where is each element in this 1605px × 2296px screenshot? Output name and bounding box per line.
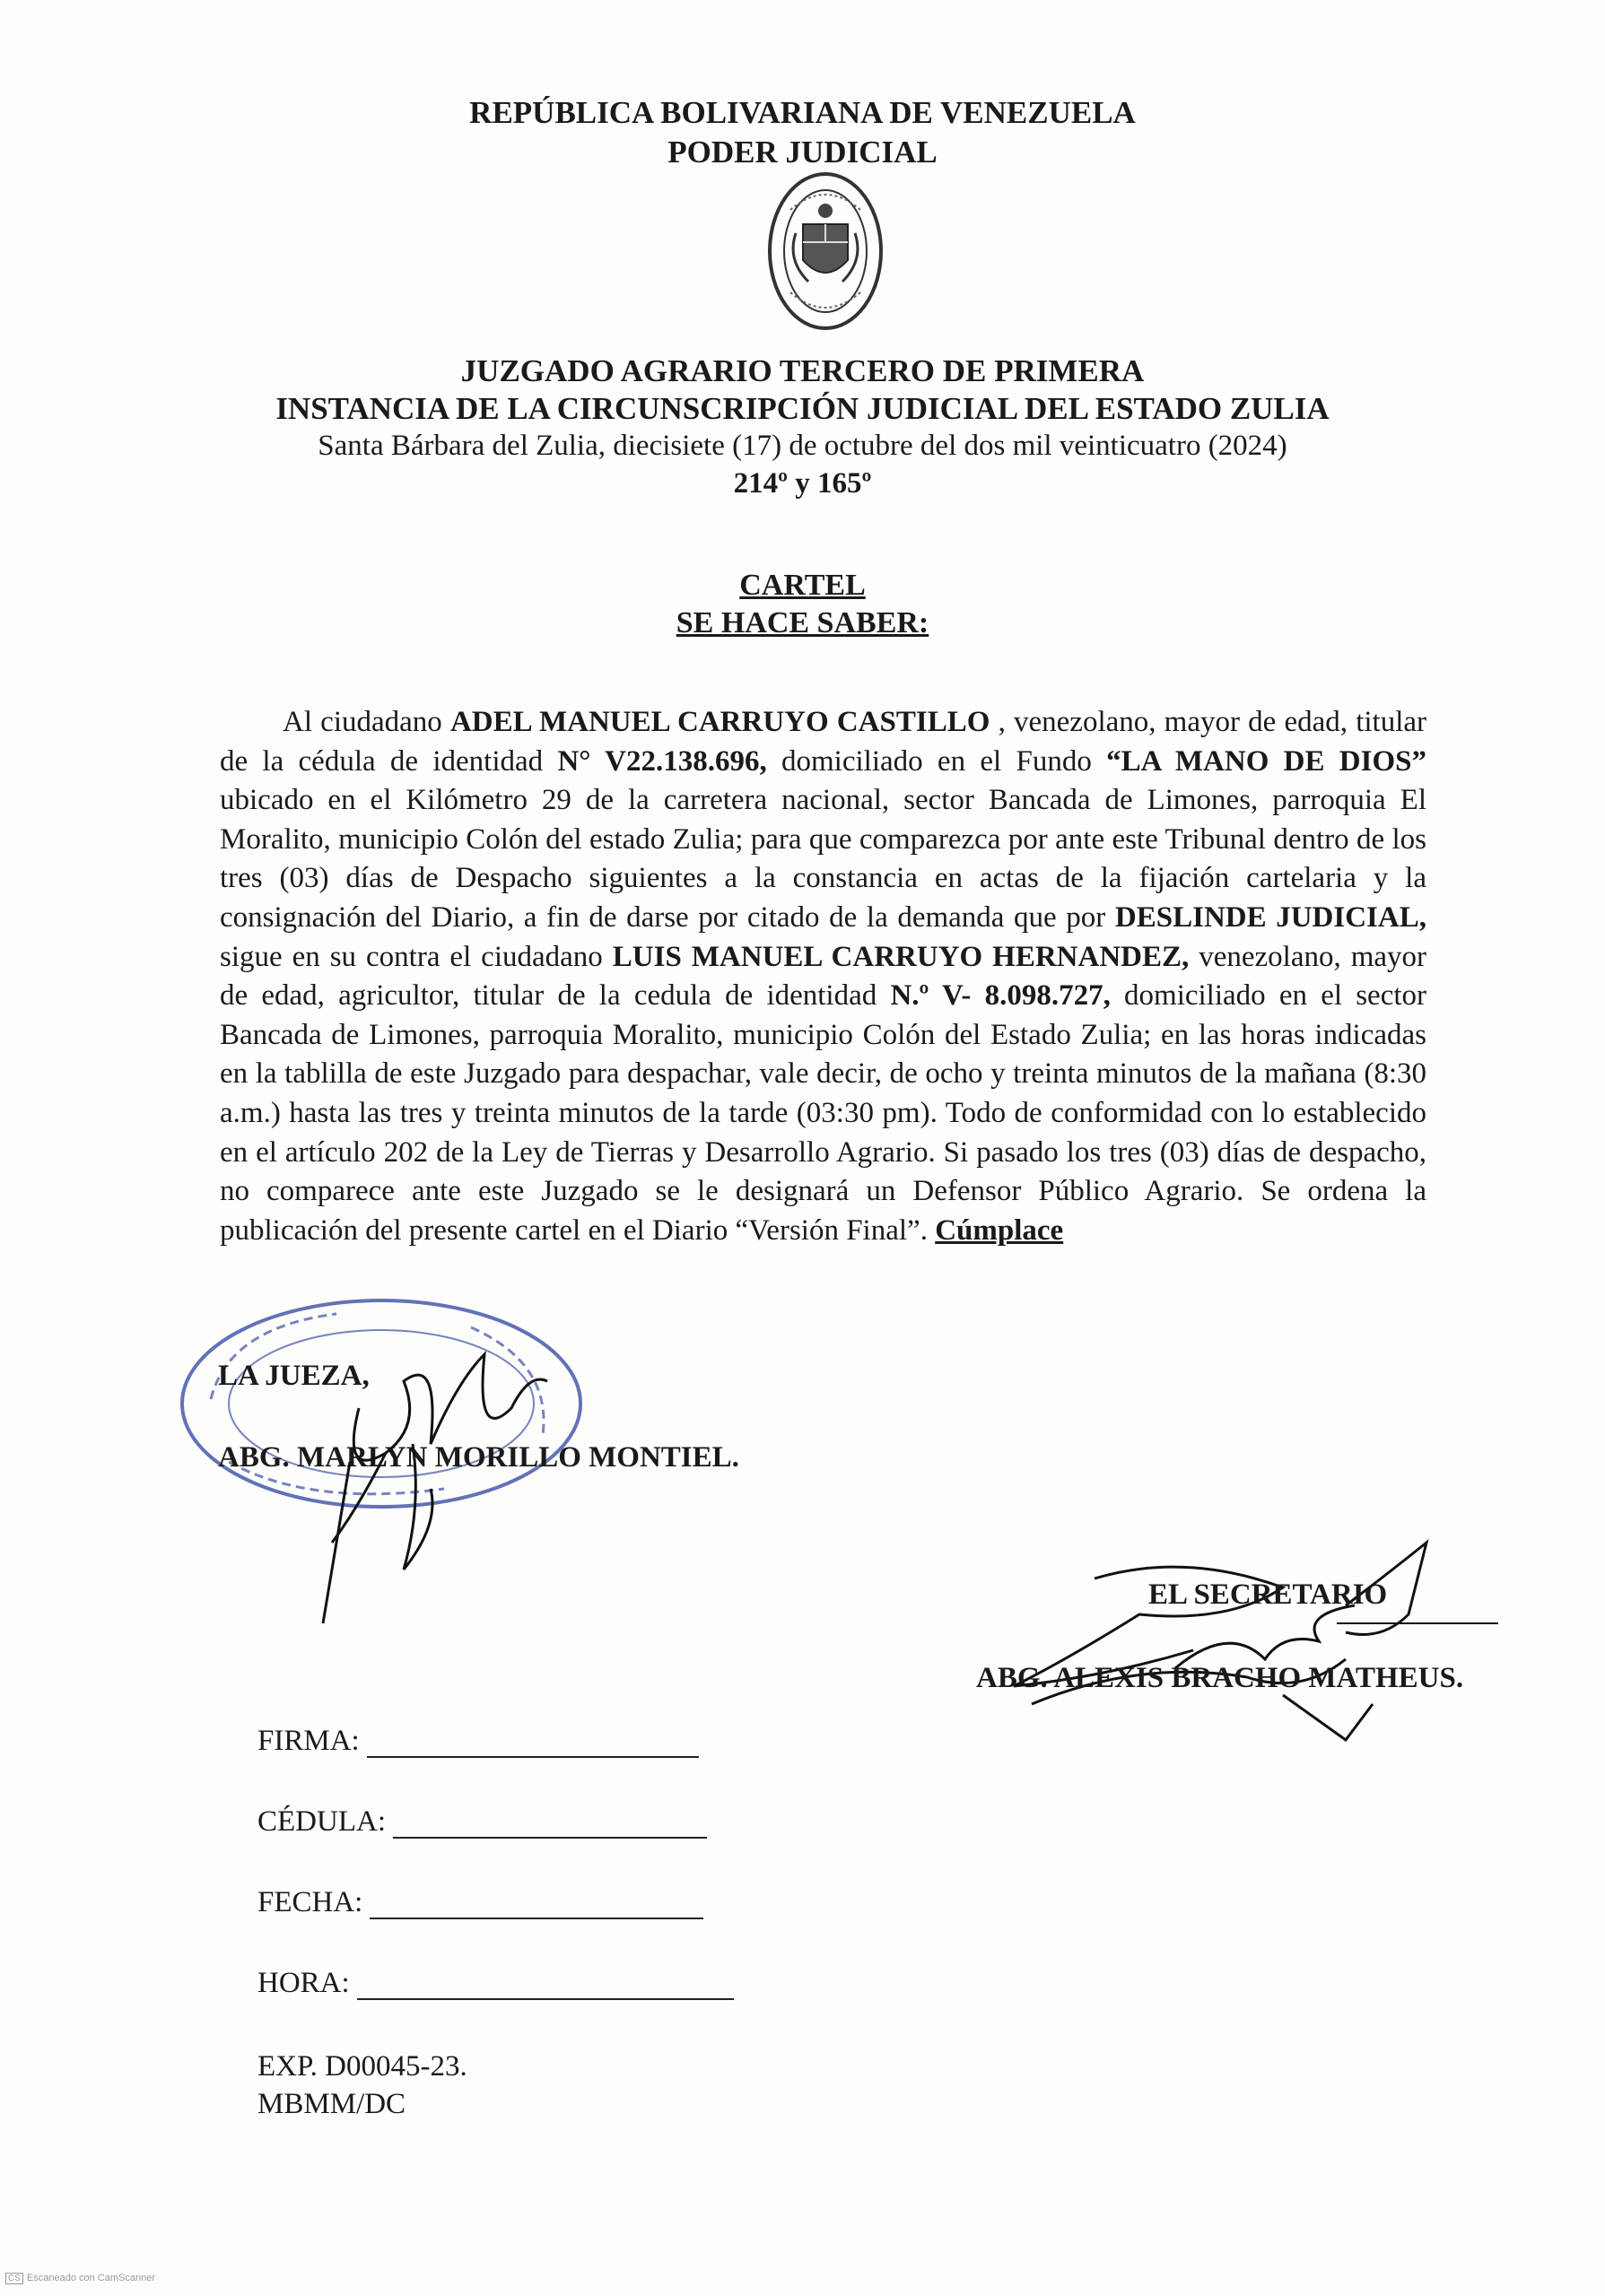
- court-name-line2: INSTANCIA DE LA CIRCUNSCRIPCIÓN JUDICIAL DEL ESTADO ZULIA: [275, 391, 1330, 426]
- secretary-name: ABG. ALEXIS BRACHO MATHEUS.: [976, 1662, 1464, 1694]
- place-date: Santa Bárbara del Zulia, diecisiete (17) de octubre del dos mil veinticuatro (2024): [318, 430, 1287, 462]
- secretary-title: EL SECRETARIO: [1148, 1578, 1388, 1611]
- camscanner-icon: CS: [5, 2273, 23, 2284]
- notice-body: [220, 703, 1426, 1250]
- judicial-power-heading: PODER JUDICIAL: [667, 135, 938, 170]
- scanner-footer: CS Escaneado con CamScanner: [5, 2273, 155, 2284]
- coat-of-arms-seal-icon: [765, 170, 885, 332]
- file-initials: MBMM/DC: [257, 2088, 406, 2120]
- secretary-signature-icon: [960, 1525, 1516, 1758]
- years-line: 214º y 165º: [733, 467, 872, 500]
- file-number: EXP. D00045-23.: [257, 2050, 467, 2083]
- cedula-field[interactable]: CÉDULA:: [257, 1805, 707, 1839]
- court-name-line1: JUZGADO AGRARIO TERCERO DE PRIMERA: [460, 353, 1145, 388]
- cartel-title: CARTEL: [739, 569, 866, 602]
- se-hace-saber-title: SE HACE SABER:: [676, 606, 929, 639]
- cumplace-text: Cúmplace: [935, 1213, 1064, 1247]
- hora-field[interactable]: HORA:: [257, 1967, 734, 2000]
- judge-name: ABG. MARLYN MORILLO MONTIEL.: [218, 1441, 739, 1474]
- notice-paragraph: Al ciudadano ADEL MANUEL CARRUYO CASTILLO , venezolano, mayor de edad, titular de la cédula de identidad N° V22.138.696, domiciliado en el Fundo “LA MANO DE DIOS” ubicado en el Kilómetro 29 de la carretera nacional, sector Bancada de Limones, parroquia El Moralito, municipio Colón del estado Zulia; para que comparezca por ante este Tribunal dentro de los tres (03) días de Despacho siguientes a la constancia en actas de la fijación cartelaria y la consignación del Diario, a fin de darse por citado de la demanda que por DESLINDE JUDICIAL, sigue en su contra el ciudadano LUIS MANUEL CARRUYO HERNANDEZ, venezolano, mayor de edad, agricultor, titular de la cedula de identidad N.º V- 8.098.727, domiciliado en el sector Bancada de Limones, parroquia Moralito, municipio Colón del Estado Zulia; en las horas indicadas en la tablilla de este Juzgado para despachar, vale decir, de ocho y treinta minutos de la mañana (8:30 a.m.) hasta las tres y treinta minutos de la tarde (03:30 pm). Todo de conformidad con lo establecido en el artículo 202 de la Ley de Tierras y Desarrollo Agrario. Si pasado los tres (03) días de despacho, no comparece ante este Juzgado se le designará un Defensor Público Agrario. Se ordena la publicación del presente cartel en el Diario “Versión Final”. Cúmplace: [220, 706, 1427, 1247]
- firma-field[interactable]: FIRMA:: [257, 1725, 699, 1758]
- judge-title: LA JUEZA,: [218, 1360, 370, 1392]
- judge-signature-icon: [305, 1300, 574, 1641]
- fecha-field[interactable]: FECHA:: [257, 1886, 703, 1919]
- republic-heading: REPÚBLICA BOLIVARIANA DE VENEZUELA: [469, 95, 1136, 130]
